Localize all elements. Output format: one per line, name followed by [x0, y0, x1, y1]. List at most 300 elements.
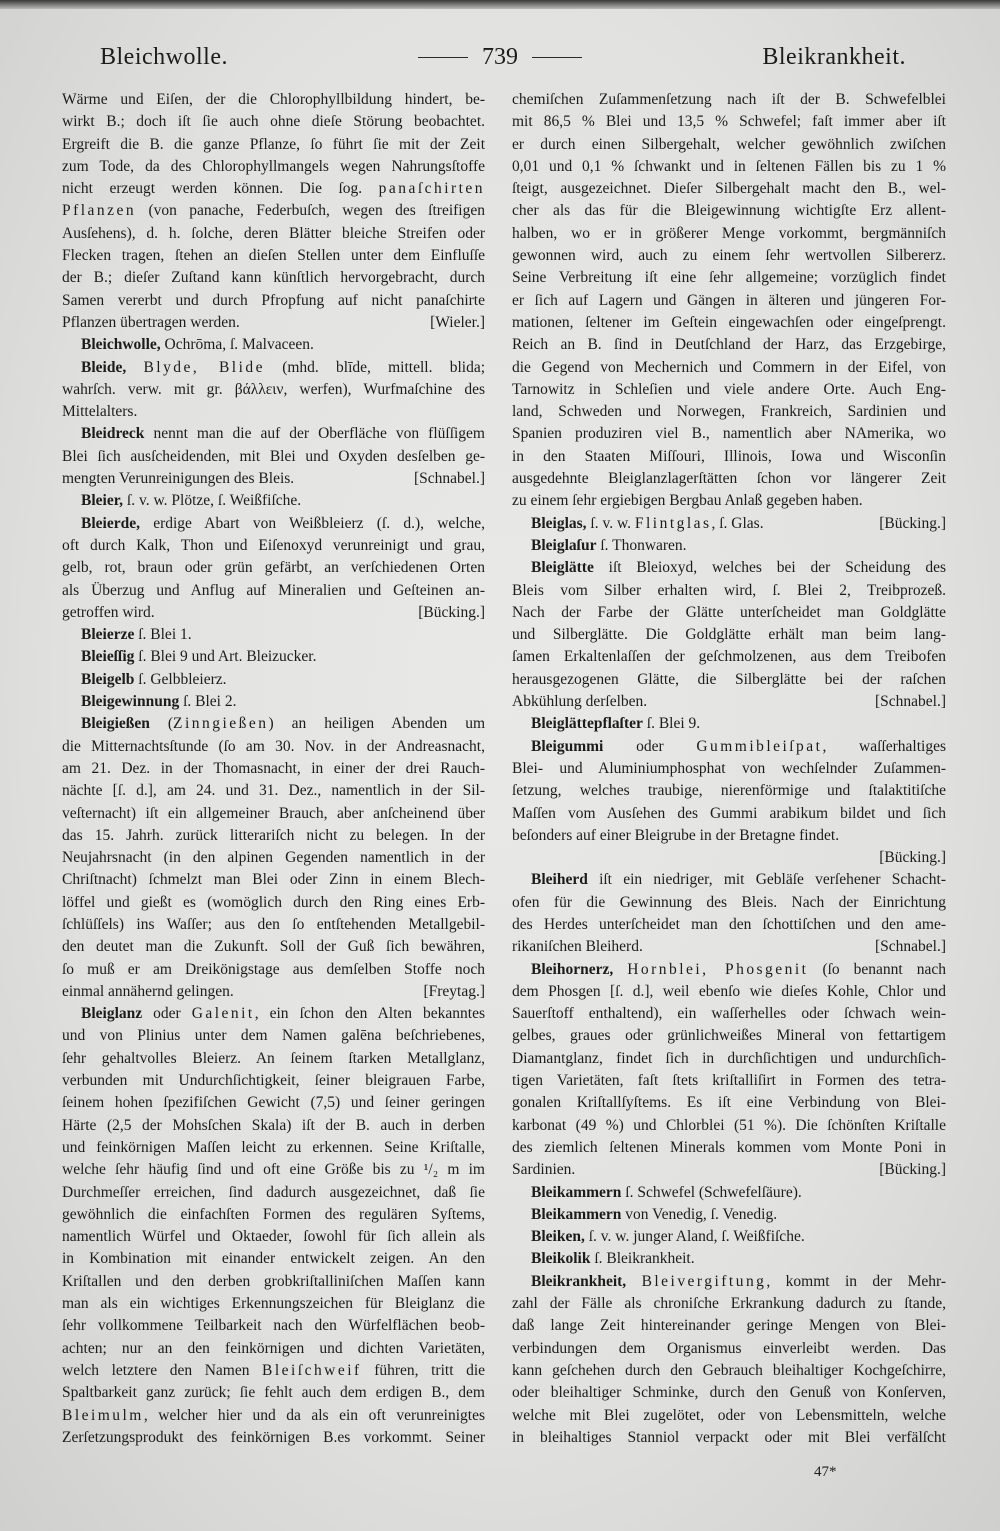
line-text [62, 269, 485, 286]
line-text [62, 602, 155, 624]
line-text [531, 513, 764, 535]
text-run: ausgedehnte Bleiglanzlagerſtätten ſchon vor längerer Zeit [512, 470, 946, 488]
line-text [512, 1094, 946, 1111]
text-run: Wärme und Eiſen, der die Chlorophyllbildung hindert, be- [62, 91, 485, 108]
text-run: Samen vererbt und durch Pfropfung auf nicht panaſchirte [62, 291, 485, 309]
text-run: ſo muß er am Dreikönigstage aus demſelben Stoffe noch [62, 960, 485, 978]
text-run: ſ. Blei 2. [179, 693, 237, 711]
text-run: land, Schweden und Norwegen, Frankreich, Sardinien und [512, 403, 946, 421]
scan-top-edge [0, 0, 1000, 9]
spaced-text: Bleiſchweif [262, 1361, 362, 1379]
text-line [62, 1226, 485, 1248]
text-line [512, 1382, 946, 1404]
line-text [62, 738, 485, 755]
line-text [81, 336, 314, 353]
line-text [62, 582, 485, 599]
text-line [512, 267, 946, 289]
text-run: mit 86,5 % Blei und 13,5 % Schwefel; faſt immer aber iſt [512, 113, 946, 131]
line-text [81, 1005, 485, 1022]
text-run: als Überzug und Anflug auf Mineralien und Geſteinen an- [62, 581, 485, 599]
text-line [62, 290, 485, 312]
headword: Bleikrankheit, [531, 1272, 627, 1290]
line-text [512, 425, 946, 442]
line-text [62, 1072, 485, 1089]
headword: Bleikolik [531, 1250, 591, 1268]
line-text [62, 448, 485, 465]
page-number-block [400, 40, 600, 74]
text-line [62, 1338, 485, 1360]
line-text [531, 871, 946, 888]
text-line [62, 780, 485, 802]
text-line [62, 1248, 485, 1270]
line-text [512, 1340, 946, 1357]
line-text [62, 1228, 485, 1245]
author-signature: [Schnabel.] [874, 693, 946, 711]
line-text [512, 1407, 946, 1424]
text-run: Maſſen vom Ausſehen des Gummi arabikum bildet und ſich [512, 804, 946, 822]
text-line [512, 758, 946, 780]
text-run: Chriſtnacht) ſchmelzt man Blei oder Zinn in einem Blech- [62, 871, 485, 889]
spaced-text: Galenit [191, 1005, 255, 1023]
text-run: oder [603, 737, 697, 755]
line-text [81, 515, 485, 532]
text-run: nächte [ſ. d.], am 24. und 31. Dez., namentlich in der Sil- [62, 782, 485, 800]
line-text [531, 1206, 777, 1223]
text-line [512, 936, 946, 958]
text-run: nennt man die auf der Oberfläche von flüſſigem [144, 425, 485, 443]
text-run: des ziemlich ſeltenen Minerals kommen vom Monte Poni in [512, 1138, 946, 1156]
text-line [62, 334, 485, 356]
line-text [62, 468, 294, 490]
running-head-left: Bleichwolle. [100, 44, 228, 70]
text-line [512, 1226, 946, 1248]
page-number: 739 [482, 44, 518, 70]
text-line [62, 446, 485, 468]
line-text [512, 180, 946, 197]
line-text [62, 1384, 485, 1401]
text-run: mationen, ſeltener im Geſtein eingewachſen oder eingeſprengt. [512, 313, 946, 331]
text-line [512, 1092, 946, 1114]
text-run: in Kombination mit einander entwickelt zeigen. An den [62, 1250, 485, 1268]
text-line [62, 646, 485, 668]
text-line [62, 401, 485, 423]
author-signature: [Bücking.] [879, 514, 946, 532]
text-line [512, 401, 946, 423]
text-run: oder bleihaltiger Schminke, durch den Genuß von Konſerven, [512, 1384, 946, 1402]
line-text [512, 1384, 946, 1401]
text-run: erdige Abart von Weißbleierz (ſ. d.), welche, [139, 514, 485, 532]
headword: Bleiglätte [531, 559, 594, 577]
text-line [512, 468, 946, 490]
text-line [62, 825, 485, 847]
line-text [512, 760, 946, 777]
line-text [62, 805, 485, 822]
text-run: von Venedig, ſ. Venedig. [621, 1205, 778, 1223]
text-line [62, 1003, 485, 1025]
text-line [62, 713, 485, 735]
text-line [512, 178, 946, 200]
text-run: die Gegend von Mechernich und Commern in der Eifel, von [512, 358, 946, 376]
text-run: dem Phosgen [ſ. d.], weil ebenſo wie dieſes Kohle, Chlor und [512, 982, 946, 1000]
text-line [62, 1293, 485, 1315]
text-run: Pflanzen übertragen werden. [62, 313, 240, 331]
text-run: und von Plinius unter dem Namen galēna beſchriebenes, [62, 1027, 485, 1045]
text-line [62, 423, 485, 445]
text-run: daß lange Zeit hintereinander geringe Mengen von Blei- [512, 1317, 946, 1335]
text-line [512, 1182, 946, 1204]
text-line [512, 959, 946, 981]
text-line [512, 1360, 946, 1382]
text-run: gonalen Kriſtallſyſtems. Es iſt eine Verbindung von Blei- [512, 1094, 946, 1112]
text-run: ſeinem hohen ſpezifiſchen Gewicht (7,5) und ſeiner geringen [62, 1094, 485, 1112]
text-run [626, 1273, 641, 1290]
line-text [62, 136, 485, 153]
text-run: getroffen wird. [62, 603, 155, 621]
text-line [62, 602, 485, 624]
text-run: karbonat (49 %) und Chlorblei (51 %). Die ſchönſten Kriſtalle [512, 1116, 946, 1134]
text-run: er durch einen Silbergehalt, welcher gewöhnlich zwiſchen [512, 135, 946, 153]
line-text [62, 292, 485, 309]
text-line [62, 736, 485, 758]
text-run: ofen für die Gewinnung des Bleis. Nach der Einrichtung [512, 893, 946, 911]
text-run: in bleihaltiges Stanniol verpackt oder mit Blei verfälſcht [512, 1428, 946, 1446]
text-line [512, 557, 946, 579]
line-text [512, 225, 946, 242]
text-run: ſ. Schwefel (Schwefelſäure). [621, 1183, 802, 1201]
text-line [512, 1025, 946, 1047]
text-run: die Mitternachtsſtunde (ſo am 30. Nov. in der Andreasnacht, [62, 737, 485, 755]
text-run [126, 359, 143, 376]
text-run: Abkühlung derſelben. [512, 693, 648, 711]
line-text [62, 1206, 485, 1223]
line-text [62, 312, 240, 334]
text-run: er ſich auf Lagern und Gängen in älteren und jüngeren For- [512, 291, 946, 309]
text-run: gewonnen wird, auch zu einem ſehr wertvollen Silbererz. [512, 247, 946, 265]
author-signature: [Schnabel.] [413, 470, 485, 488]
text-line [512, 223, 946, 245]
author-signature: [Bücking.] [418, 603, 485, 621]
line-text [62, 1050, 485, 1067]
line-text [512, 1317, 946, 1334]
line-text [62, 1161, 485, 1178]
headword: Bleiglas, [531, 514, 587, 532]
text-run: Ochrōma, ſ. Malvaceen. [160, 336, 314, 354]
line-text [62, 1407, 485, 1424]
text-run: löffel und gießt es (womöglich durch den Ring eines Erb- [62, 893, 485, 911]
text-run: Blei- und Aluminiumphosphat von wechſelnder Zuſammen- [512, 759, 946, 777]
line-text [81, 492, 301, 509]
spaced-text: panaſchirten [378, 180, 485, 198]
text-line [512, 1271, 946, 1293]
text-run: , waſſerhaltiges [822, 737, 946, 755]
text-run: man als ein wichtiges Erkennungszeichen für Bleiglanz die [62, 1295, 485, 1313]
text-run: ſamen Erkaltenlaſſen der geſchmolzenen, aus dem Treibofen [512, 648, 946, 666]
spaced-text: Pflanzen [62, 202, 137, 220]
line-text [531, 537, 687, 554]
text-line [512, 1405, 946, 1427]
line-text [62, 113, 485, 130]
text-run: mengten Verunreinigungen des Bleis. [62, 470, 295, 488]
line-text [512, 916, 946, 933]
text-line [62, 914, 485, 936]
headword: Bleiherd [531, 871, 588, 889]
line-text [62, 1273, 485, 1290]
author-signature: [Freytag.] [423, 982, 485, 1000]
text-line [62, 1204, 485, 1226]
headword: Bleiken, [531, 1228, 585, 1246]
headword: Bleieſſig [81, 648, 135, 666]
line-text [512, 805, 946, 822]
text-run: tigen Varietäten, faſt ſtets kriſtalliſirt in Formen des tetra- [512, 1072, 946, 1090]
text-line [512, 312, 946, 334]
line-text [512, 1117, 946, 1134]
text-line [62, 847, 485, 869]
text-line [512, 691, 946, 713]
text-run: achten; nur an den feinkörnigen und dichten Varietäten, [62, 1339, 485, 1357]
spaced-text: Bleivergiftung [641, 1272, 767, 1290]
headword: Bleichwolle, [81, 336, 161, 354]
text-run: chemiſchen Zuſammenſetzung nach iſt der B. Schwefelblei [512, 91, 946, 108]
text-run: führen, tritt die [361, 1361, 485, 1379]
text-line [62, 1360, 485, 1382]
headword: Bleiglättepflaſter [531, 715, 643, 733]
text-line [62, 245, 485, 267]
text-run: namentlich Würfel und Oktaeder, ſowohl für ſich allein als [62, 1228, 485, 1246]
text-line [512, 446, 946, 468]
text-line [512, 713, 946, 735]
spaced-text: Gummibleiſpat [696, 737, 823, 755]
headword: Bleigießen [81, 715, 150, 733]
author-signature: [Wieler.] [430, 313, 485, 331]
text-line [62, 223, 485, 245]
line-text [512, 1362, 946, 1379]
text-run: ſehr gehaltvolles Bleierz. An ſeinem ſtarken Metallglanz, [62, 1049, 485, 1067]
text-line [512, 513, 946, 535]
text-line [62, 580, 485, 602]
column-left [62, 89, 485, 1449]
line-text [81, 671, 227, 688]
text-run: ſ. Gelbbleierz. [134, 670, 227, 688]
text-line [62, 1427, 485, 1449]
text-run: einmal annähernd gelingen. [62, 982, 234, 1000]
text-run: ſ. Thonwaren. [596, 536, 687, 554]
text-line [62, 624, 485, 646]
text-run: zahl der Fälle als chroniſche Erkrankung dadurch zu ſtande, [512, 1295, 946, 1313]
text-line [62, 468, 485, 490]
text-line [512, 200, 946, 222]
text-line [512, 156, 946, 178]
text-run: Sardinien. [512, 1161, 576, 1179]
line-text [512, 1027, 946, 1044]
text-line [512, 1315, 946, 1337]
text-run: Kriſtallen und den derben grobkriſtalliniſchen Maſſen kann [62, 1272, 485, 1290]
author-signature: [Bücking.] [879, 1161, 946, 1179]
text-run: Neujahrsnacht (in den alpinen Gegenden namentlich in der [62, 849, 485, 867]
text-run: ) an heiligen Abenden um [268, 715, 485, 733]
text-run: , welcher hier und da als ein oft verunreinigtes [143, 1406, 485, 1424]
line-text [62, 1340, 485, 1357]
text-run: veſternacht) iſt ein allgemeiner Brauch, aber anſcheinend über [62, 804, 485, 822]
text-line [62, 379, 485, 401]
line-text [512, 292, 946, 309]
text-run: Seine Verbreitung iſt eine ſehr allgemeine; vorzüglich findet [512, 269, 946, 287]
line-text [62, 849, 485, 866]
text-line [512, 134, 946, 156]
line-text [62, 1027, 485, 1044]
text-run: ſetzung, welches traubige, nierenförmige und ſtalaktitiſche [512, 782, 946, 800]
line-text [512, 91, 946, 108]
text-line [512, 869, 946, 891]
line-text [512, 1050, 946, 1067]
line-text [531, 961, 946, 978]
text-line [512, 602, 946, 624]
text-run: (von panache, Federbuſch, wegen des ſtreifigen [136, 202, 485, 220]
text-run: oft durch Kalk, Thon und Eiſenoxyd verunreinigt und grau, [62, 536, 485, 554]
page-number-rule-right [532, 57, 582, 58]
text-line [512, 646, 946, 668]
text-line [62, 357, 485, 379]
text-line [512, 1427, 946, 1449]
line-text [531, 715, 700, 732]
line-text [512, 1429, 946, 1446]
text-run: ſehr vollkommene Teilbarkeit nach den Würfelflächen beob- [62, 1317, 485, 1335]
line-text [62, 782, 485, 799]
text-run: den deutet man die Zukunft. Soll der Guß ſich bewähren, [62, 938, 485, 956]
line-text [512, 492, 863, 509]
text-line [512, 535, 946, 557]
headword: Bleidreck [81, 425, 145, 443]
line-text [512, 648, 946, 665]
text-run: Zerſetzungsprodukt des feinkörnigen B.es vorkommt. Seiner [62, 1428, 485, 1446]
spaced-text: Flintglas [634, 514, 712, 532]
line-text [62, 916, 485, 933]
headword: Bleihornerz, [531, 960, 614, 978]
line-text [62, 827, 485, 844]
text-line [62, 1115, 485, 1137]
text-line [512, 736, 946, 758]
author-signature: [Schnabel.] [874, 938, 946, 956]
headword: Bleierde, [81, 514, 140, 532]
text-run: nicht erzeugt werden können. Die ſog. [62, 180, 379, 198]
line-text [62, 1139, 485, 1156]
text-line [62, 156, 485, 178]
text-run: rikaniſchen Bleiherd. [512, 938, 643, 956]
text-line [62, 312, 485, 334]
text-run: Flecken tragen, ſtehen an dieſen Stellen unter dem Einfluſſe [62, 247, 485, 265]
text-line [512, 624, 946, 646]
text-line [512, 1003, 946, 1025]
text-line [512, 290, 946, 312]
line-text [62, 961, 485, 978]
line-text [512, 470, 946, 487]
line-text [512, 269, 946, 286]
headword: Bleikammern [531, 1183, 622, 1201]
line-text [62, 1295, 485, 1312]
text-line [62, 490, 485, 512]
text-run: beſonders auf einer Bleigrube in der Bretagne findet. [512, 826, 840, 844]
line-text [512, 247, 946, 264]
text-line [512, 1048, 946, 1070]
text-line [62, 1092, 485, 1114]
text-line [62, 1137, 485, 1159]
text-line [62, 959, 485, 981]
text-line [62, 1315, 485, 1337]
text-run: Blei ſich ausſcheidenden, mit Blei und Oxyden desſelben ge- [62, 447, 485, 465]
text-run: ſteigt, ausgezeichnet. Dieſer Silbergehalt macht den B., wel- [512, 180, 946, 198]
line-text [512, 582, 946, 599]
text-run: iſt ein niedriger, mit Gebläſe verſehener Schacht- [587, 871, 946, 889]
line-text [62, 1429, 485, 1446]
headword: Bleierze [81, 626, 135, 644]
text-line [62, 178, 485, 200]
text-run: , ſ. Glas. [711, 514, 764, 532]
text-run: 0,01 und 0,1 % ſchwankt und in ſeltenen Fällen bis zu 1 % [512, 157, 946, 175]
line-text [512, 782, 946, 799]
text-run: in den Staaten Miſſouri, Illinois, Iowa und Wisconſin [512, 447, 946, 465]
line-text [512, 381, 946, 398]
text-run: verbunden mit Undurchſichtigkeit, ſeiner bleigrauen Farbe, [62, 1072, 485, 1090]
line-text [512, 359, 946, 376]
text-run: gelbes, graues oder grünlichweißes Mineral von fettartigem [512, 1027, 946, 1045]
text-run: verbindungen dem Organismus einverleibt werden. Das [512, 1339, 946, 1357]
text-line [62, 1182, 485, 1204]
line-text [512, 448, 946, 465]
line-text [62, 1184, 485, 1201]
text-line [62, 691, 485, 713]
text-run: oder [142, 1005, 192, 1023]
spaced-text: Blyde, Blide [143, 358, 265, 376]
line-text [62, 158, 485, 175]
text-run: Reich an B. ſind in Deutſchland der Harz, das Erzgebirge, [512, 336, 946, 354]
text-run: wahrſch. verw. mit gr. βάλλειν, werfen), Wurfmaſchine des [62, 380, 485, 398]
text-line [62, 981, 485, 1003]
text-run: Tarnowitz in Schleſien und viele andere Orte. Auch Eng- [512, 380, 946, 398]
text-line [62, 1382, 485, 1404]
text-line [512, 111, 946, 133]
text-line [512, 1137, 946, 1159]
text-line [512, 803, 946, 825]
headword: Bleiglaſur [531, 536, 597, 554]
line-text [62, 1094, 485, 1111]
text-run: zu einem ſehr ergiebigen Bergbau Anlaß gegeben haben. [512, 492, 863, 510]
line-text [62, 537, 485, 554]
text-run: zum Tode, da des Chlorophyllmangels wegen Nahrungsſtoffe [62, 157, 485, 175]
text-line [62, 892, 485, 914]
text-line [62, 1048, 485, 1070]
text-line [62, 535, 485, 557]
line-text [531, 738, 946, 755]
line-text [62, 894, 485, 911]
text-run: , ein ſchon den Alten bekanntes [254, 1005, 485, 1023]
line-text [512, 336, 946, 353]
line-text [62, 225, 485, 242]
text-run: (ſo benannt nach [808, 960, 946, 978]
line-text [62, 559, 485, 576]
line-text [531, 559, 946, 576]
line-text [81, 425, 485, 442]
text-run: ſ. v. w. junger Aland, ſ. Weißfiſche. [584, 1228, 805, 1246]
headword: Bleier, [81, 492, 124, 510]
headword: Bleigelb [81, 670, 135, 688]
text-line [512, 1070, 946, 1092]
line-text [512, 604, 946, 621]
text-line [512, 490, 946, 512]
text-line [62, 1159, 485, 1181]
line-text [62, 202, 485, 219]
headword: Bleigummi [531, 737, 604, 755]
line-text [62, 760, 485, 777]
line-text [512, 1072, 946, 1089]
